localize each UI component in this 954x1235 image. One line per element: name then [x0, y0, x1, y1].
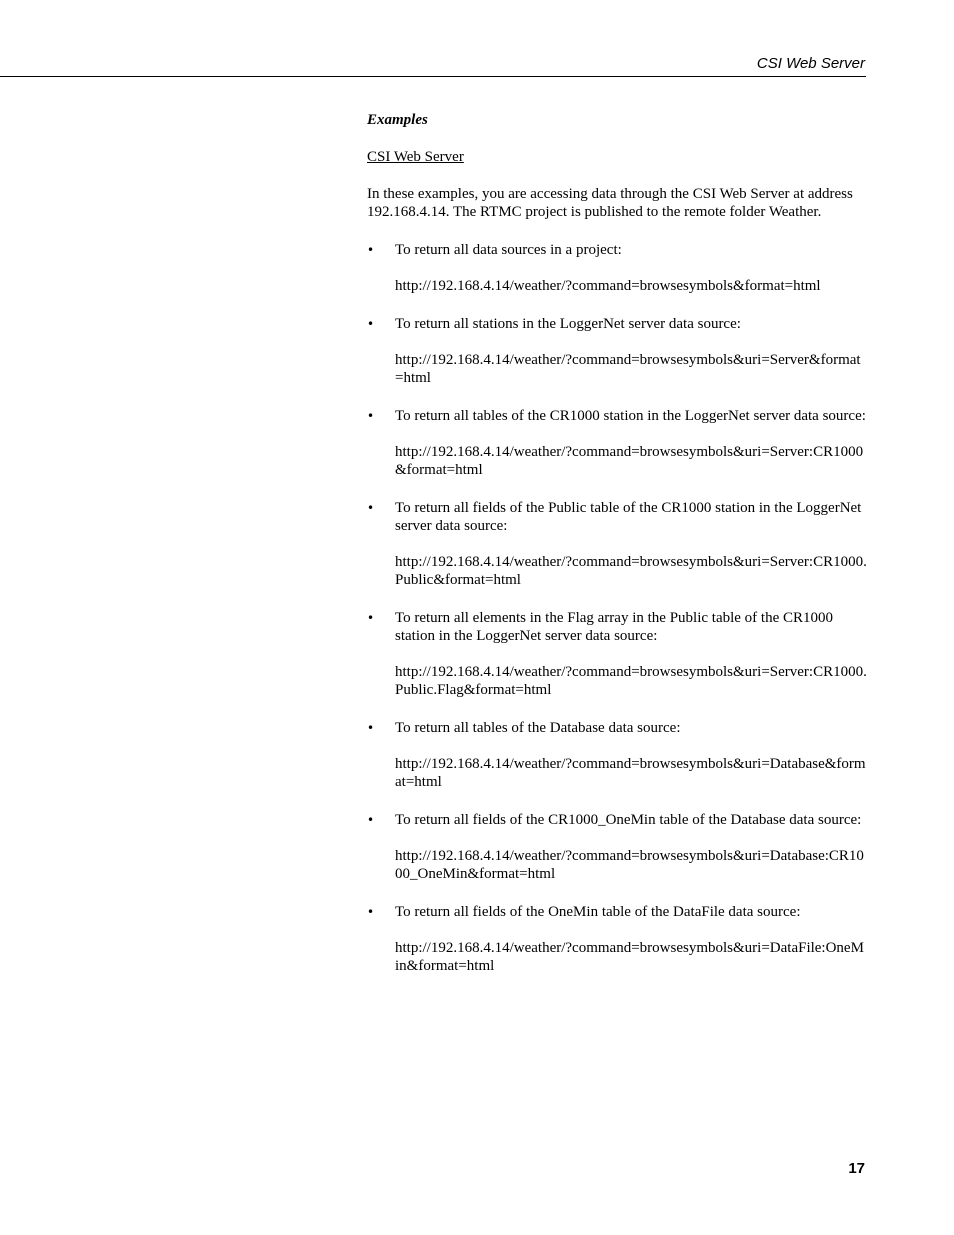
example-description: To return all data sources in a project:	[395, 242, 622, 258]
bullet-icon: •	[367, 813, 375, 827]
header-divider	[0, 76, 866, 77]
example-description: To return all elements in the Flag array in the Public table of the CR1000 station in the LoggerNet server data source:	[395, 610, 834, 644]
example-description: To return all tables of the Database data source:	[395, 720, 681, 736]
running-header-title: CSI Web Server	[756, 55, 865, 72]
example-url: http://192.168.4.14/weather/?command=browsesymbols&format=html	[395, 278, 821, 294]
list-item	[367, 903, 867, 975]
bullet-icon: •	[367, 721, 375, 735]
bullet-icon: •	[367, 409, 375, 423]
examples-list	[367, 241, 867, 975]
list-item	[367, 811, 867, 883]
bullet-icon: •	[367, 611, 375, 625]
example-url: http://192.168.4.14/weather/?command=browsesymbols&uri=Database&format=html	[395, 756, 866, 790]
list-item	[367, 719, 867, 791]
page-number: 17	[848, 1160, 865, 1177]
example-url: http://192.168.4.14/weather/?command=browsesymbols&uri=Server:CR1000&format=html	[395, 444, 864, 478]
example-description: To return all fields of the Public table of the CR1000 station in the LoggerNet server data source:	[395, 500, 862, 534]
example-url: http://192.168.4.14/weather/?command=browsesymbols&uri=Server&format=html	[395, 352, 861, 386]
example-url: http://192.168.4.14/weather/?command=browsesymbols&uri=Server:CR1000.Public.Flag&format=html	[395, 664, 867, 698]
bullet-icon: •	[367, 501, 375, 515]
list-item	[367, 499, 867, 589]
section-heading: Examples	[367, 112, 428, 128]
bullet-icon: •	[367, 905, 375, 919]
bullet-icon: •	[367, 317, 375, 331]
example-description: To return all fields of the OneMin table of the DataFile data source:	[395, 904, 801, 920]
list-item	[367, 407, 867, 479]
page-body	[367, 111, 867, 995]
example-description: To return all tables of the CR1000 station in the LoggerNet server data source:	[395, 408, 866, 424]
example-description: To return all stations in the LoggerNet server data source:	[395, 316, 741, 332]
example-url: http://192.168.4.14/weather/?command=browsesymbols&uri=DataFile:OneMin&format=html	[395, 940, 864, 974]
example-url: http://192.168.4.14/weather/?command=browsesymbols&uri=Database:CR1000_OneMin&format=html	[395, 848, 864, 882]
subheading: CSI Web Server	[367, 149, 464, 165]
bullet-icon: •	[367, 243, 375, 257]
list-item	[367, 241, 867, 295]
example-url: http://192.168.4.14/weather/?command=browsesymbols&uri=Server:CR1000.Public&format=html	[395, 554, 867, 588]
intro-paragraph: In these examples, you are accessing data through the CSI Web Server at address 192.168.4.14. The RTMC project is published to the remote folder Weather.	[367, 186, 853, 220]
list-item	[367, 609, 867, 699]
list-item	[367, 315, 867, 387]
example-description: To return all fields of the CR1000_OneMin table of the Database data source:	[395, 812, 862, 828]
